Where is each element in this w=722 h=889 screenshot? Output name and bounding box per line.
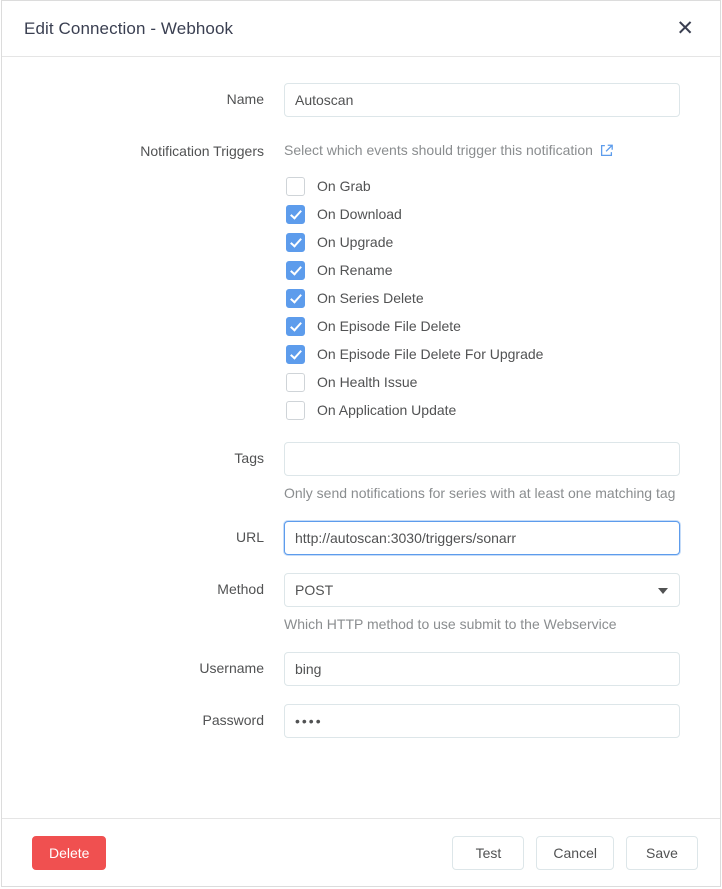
method-select-wrap <box>284 573 680 607</box>
trigger-label[interactable]: On Grab <box>317 178 371 194</box>
edit-connection-modal <box>1 0 721 887</box>
method-select[interactable] <box>284 573 680 607</box>
test-button[interactable]: Test <box>452 836 524 870</box>
checkbox-on-application-update[interactable] <box>286 401 305 420</box>
name-input[interactable] <box>284 83 680 117</box>
trigger-label[interactable]: On Rename <box>317 262 393 278</box>
form-row-tags <box>20 442 680 503</box>
trigger-on-series-delete[interactable] <box>284 284 680 312</box>
tags-control <box>284 442 680 503</box>
username-label: Username <box>199 660 264 676</box>
trigger-on-health-issue[interactable] <box>284 368 680 396</box>
modal-body <box>2 57 720 818</box>
checkbox-on-download[interactable] <box>286 205 305 224</box>
password-control <box>284 704 680 738</box>
trigger-label[interactable]: On Application Update <box>317 402 457 418</box>
checkbox-on-episode-file-delete-for-upgrade[interactable] <box>286 345 305 364</box>
username-input[interactable] <box>284 652 680 686</box>
form-row-username <box>20 652 680 686</box>
trigger-label[interactable]: On Health Issue <box>317 374 418 390</box>
password-label: Password <box>202 712 264 728</box>
save-button[interactable]: Save <box>626 836 698 870</box>
name-control <box>284 83 680 117</box>
trigger-label[interactable]: On Series Delete <box>317 290 424 306</box>
checkbox-on-upgrade[interactable] <box>286 233 305 252</box>
form-row-url <box>20 521 680 555</box>
notification-triggers-helper-text: Select which events should trigger this notification <box>284 142 593 158</box>
checkbox-on-rename[interactable] <box>286 261 305 280</box>
trigger-label[interactable]: On Episode File Delete <box>317 318 461 334</box>
trigger-label[interactable]: On Episode File Delete For Upgrade <box>317 346 544 362</box>
trigger-on-rename[interactable] <box>284 256 680 284</box>
trigger-on-application-update[interactable] <box>284 396 680 424</box>
password-input[interactable] <box>284 704 680 738</box>
url-control <box>284 521 680 555</box>
trigger-label[interactable]: On Download <box>317 206 402 222</box>
notification-triggers-label: Notification Triggers <box>140 143 264 159</box>
form-row-notification-triggers <box>20 135 680 424</box>
checkbox-on-series-delete[interactable] <box>286 289 305 308</box>
form-row-method <box>20 573 680 634</box>
delete-button[interactable]: Delete <box>32 836 106 870</box>
modal-footer <box>2 818 720 886</box>
footer-actions <box>452 836 698 870</box>
tags-label: Tags <box>234 450 264 466</box>
checkbox-on-episode-file-delete[interactable] <box>286 317 305 336</box>
trigger-on-download[interactable] <box>284 200 680 228</box>
url-label: URL <box>235 529 264 545</box>
trigger-on-upgrade[interactable] <box>284 228 680 256</box>
trigger-label[interactable]: On Upgrade <box>317 234 394 250</box>
trigger-on-episode-file-delete-for-upgrade[interactable] <box>284 340 680 368</box>
notification-triggers-helper <box>284 135 680 158</box>
trigger-on-episode-file-delete[interactable] <box>284 312 680 340</box>
notification-triggers-control <box>284 135 680 424</box>
form-row-password <box>20 704 680 738</box>
checkbox-on-health-issue[interactable] <box>286 373 305 392</box>
checkbox-on-grab[interactable] <box>286 177 305 196</box>
method-label: Method <box>217 581 264 597</box>
tags-helper: Only send notifications for series with at least one matching tag <box>284 485 676 501</box>
page-title: Edit Connection - Webhook <box>24 18 234 38</box>
username-control <box>284 652 680 686</box>
tags-input[interactable] <box>284 442 680 476</box>
external-link-icon[interactable] <box>600 144 613 157</box>
form-row-name <box>20 83 680 117</box>
close-icon[interactable]: ✕ <box>676 16 694 40</box>
name-label: Name <box>226 91 264 107</box>
trigger-on-grab[interactable] <box>284 172 680 200</box>
method-control <box>284 573 680 634</box>
method-helper: Which HTTP method to use submit to the Webservice <box>284 616 617 632</box>
notification-triggers-list <box>284 158 680 424</box>
modal-header <box>2 1 720 57</box>
url-input[interactable] <box>284 521 680 555</box>
cancel-button[interactable]: Cancel <box>536 836 614 870</box>
